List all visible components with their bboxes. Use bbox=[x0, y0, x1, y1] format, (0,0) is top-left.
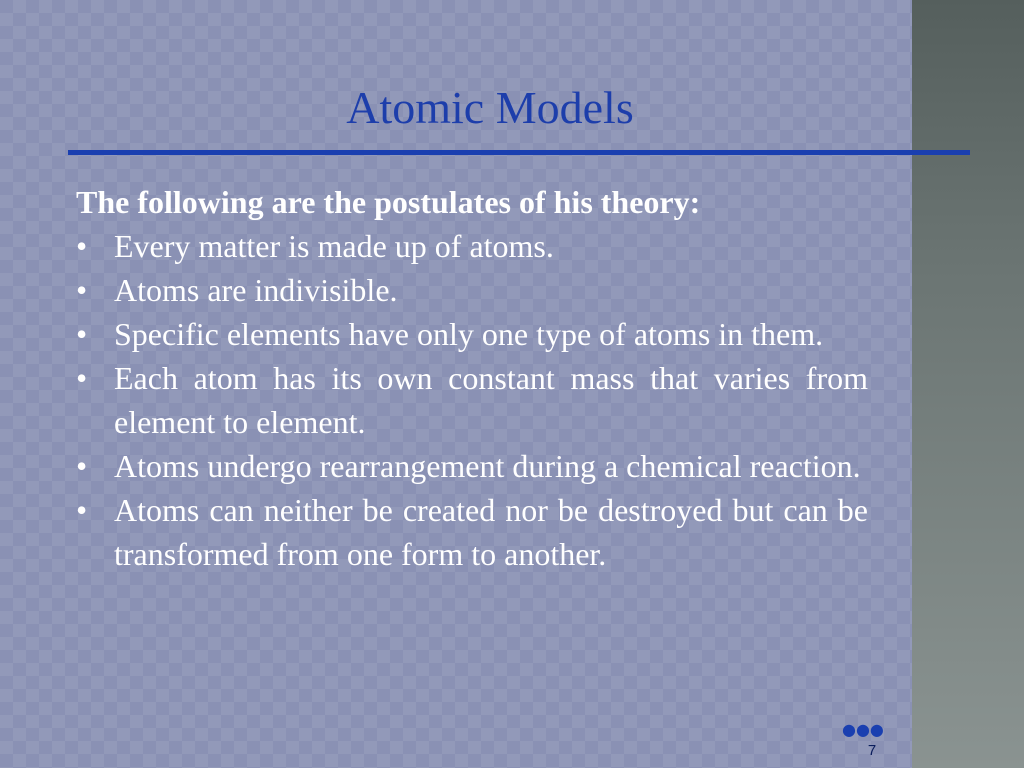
list-item-text: Every matter is made up of atoms. bbox=[114, 228, 554, 264]
list-item bbox=[76, 224, 868, 268]
list-item-text: Specific elements have only one type of atoms in them. bbox=[114, 316, 824, 352]
bullet-icon: • bbox=[76, 228, 88, 264]
list-item-text: Each atom has its own constant mass that varies from element to element. bbox=[114, 360, 868, 440]
list-item-text: Atoms undergo rearrangement during a chemical reaction. bbox=[114, 448, 861, 484]
bullet-list bbox=[76, 224, 868, 576]
ellipsis-dots-icon: ●●● bbox=[842, 720, 884, 739]
bullet-icon: • bbox=[76, 492, 88, 528]
list-item bbox=[76, 488, 868, 576]
slide-body bbox=[76, 180, 868, 576]
slide-title: Atomic Models bbox=[346, 82, 634, 133]
bullet-icon: • bbox=[76, 360, 88, 396]
bullet-icon: • bbox=[76, 448, 88, 484]
list-item bbox=[76, 312, 868, 356]
list-item bbox=[76, 356, 868, 444]
list-item bbox=[76, 268, 868, 312]
page-number: 7 bbox=[867, 742, 877, 759]
intro-text: The following are the postulates of his theory: bbox=[76, 184, 701, 220]
title-underline bbox=[68, 150, 970, 155]
bullet-icon: • bbox=[76, 316, 88, 352]
list-item-text: Atoms are indivisible. bbox=[114, 272, 398, 308]
list-item-text: Atoms can neither be created nor be destroyed but can be transformed from one form to another. bbox=[114, 492, 868, 572]
bullet-icon: • bbox=[76, 272, 88, 308]
list-item bbox=[76, 444, 868, 488]
